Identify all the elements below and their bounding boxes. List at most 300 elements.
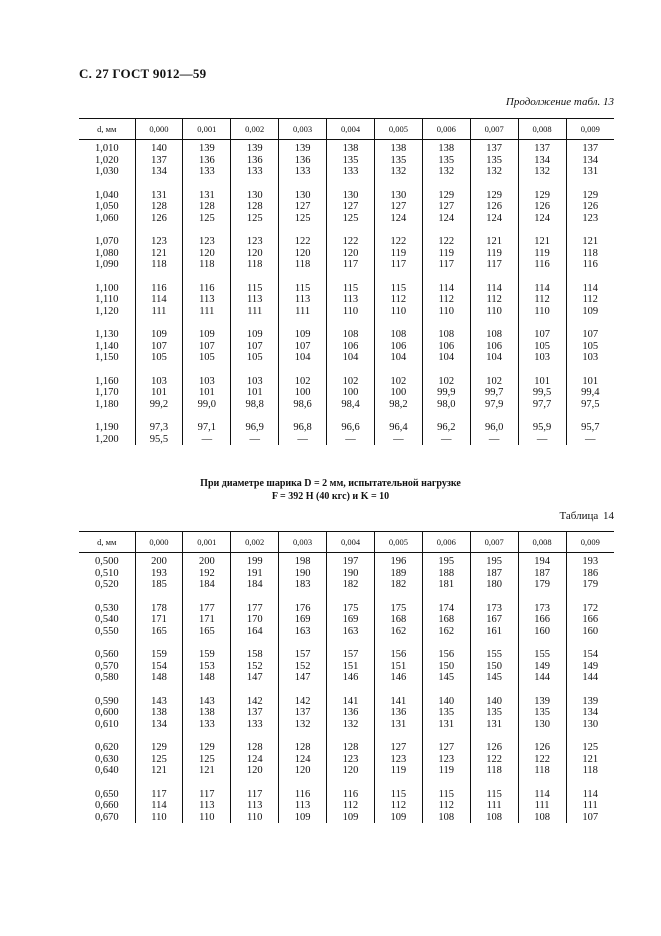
- hardness-cell: 125: [279, 213, 327, 225]
- table-row: [79, 626, 614, 638]
- hardness-cell: 96,8: [279, 410, 327, 434]
- hardness-cell: 159: [135, 637, 183, 661]
- diameter-cell: 0,590: [94, 695, 119, 707]
- table-row: [79, 684, 614, 708]
- hardness-cell: 136: [279, 155, 327, 167]
- hardness-cell: 135: [470, 155, 518, 167]
- hardness-cell: 114: [566, 777, 614, 801]
- hardness-cell: 112: [374, 294, 422, 306]
- hardness-cell: 115: [279, 271, 327, 295]
- table-row: [79, 271, 614, 295]
- hardness-cell: 155: [518, 637, 566, 661]
- column-header: 0,001: [183, 119, 231, 140]
- table-row: [79, 568, 614, 580]
- table-row: [79, 661, 614, 673]
- hardness-cell: 120: [231, 248, 279, 260]
- hardness-cell: 200: [183, 553, 231, 568]
- hardness-cell: 115: [374, 777, 422, 801]
- hardness-cell: 95,5: [135, 434, 183, 446]
- hardness-cell: 102: [374, 364, 422, 388]
- hardness-cell: 144: [566, 672, 614, 684]
- hardness-cell: 154: [135, 661, 183, 673]
- hardness-cell: 174: [422, 591, 470, 615]
- hardness-cell: 109: [135, 317, 183, 341]
- table-row: [79, 765, 614, 777]
- hardness-cell: 146: [374, 672, 422, 684]
- hardness-cell: 132: [422, 166, 470, 178]
- hardness-cell: 118: [470, 765, 518, 777]
- diameter-cell: 1,150: [94, 352, 119, 363]
- column-header: 0,003: [279, 119, 327, 140]
- hardness-cell: 139: [518, 684, 566, 708]
- hardness-cell: 98,0: [422, 399, 470, 411]
- hardness-cell: 130: [327, 178, 375, 202]
- hardness-cell: 126: [470, 730, 518, 754]
- hardness-cell: 135: [422, 155, 470, 167]
- diameter-cell: 1,070: [94, 236, 119, 247]
- hardness-cell: 175: [327, 591, 375, 615]
- hardness-cell: 130: [518, 719, 566, 731]
- hardness-cell: 151: [374, 661, 422, 673]
- diameter-cell: 1,180: [94, 398, 119, 410]
- hardness-cell: 130: [279, 178, 327, 202]
- table-row: [79, 754, 614, 766]
- hardness-cell: 126: [518, 201, 566, 213]
- diameter-cell: 0,550: [94, 625, 119, 637]
- hardness-cell: 97,5: [566, 399, 614, 411]
- hardness-cell: 126: [566, 201, 614, 213]
- hardness-cell: 197: [327, 553, 375, 568]
- hardness-cell: 191: [231, 568, 279, 580]
- hardness-cell: 116: [327, 777, 375, 801]
- hardness-cell: 186: [566, 568, 614, 580]
- hardness-cell: 130: [566, 719, 614, 731]
- hardness-cell: 114: [422, 271, 470, 295]
- hardness-cell: 110: [422, 306, 470, 318]
- diameter-cell: 0,540: [94, 614, 119, 625]
- hardness-cell: 120: [183, 248, 231, 260]
- hardness-cell: 102: [470, 364, 518, 388]
- diameter-cell: 1,130: [94, 329, 119, 340]
- hardness-cell: 196: [374, 553, 422, 568]
- hardness-cell: 95,7: [566, 410, 614, 434]
- hardness-cell: 110: [135, 812, 183, 824]
- hardness-cell: 188: [422, 568, 470, 580]
- hardness-cell: 110: [327, 306, 375, 318]
- table-row: [79, 306, 614, 318]
- hardness-cell: 148: [183, 672, 231, 684]
- hardness-cell: 143: [183, 684, 231, 708]
- column-header: 0,008: [518, 119, 566, 140]
- diameter-cell: 1,170: [94, 387, 119, 398]
- diameter-cell: 0,650: [94, 788, 119, 800]
- hardness-cell: 162: [422, 626, 470, 638]
- hardness-cell: 139: [183, 140, 231, 155]
- hardness-cell: 99,4: [566, 387, 614, 399]
- hardness-cell: 195: [422, 553, 470, 568]
- hardness-cell: 131: [183, 178, 231, 202]
- hardness-cell: 153: [183, 661, 231, 673]
- hardness-cell: 151: [327, 661, 375, 673]
- column-header: 0,002: [231, 532, 279, 553]
- table-row: [79, 178, 614, 202]
- table-row: [79, 224, 614, 248]
- diameter-cell: 1,040: [94, 189, 119, 201]
- hardness-cell: 127: [374, 201, 422, 213]
- hardness-cell: 182: [327, 579, 375, 591]
- hardness-cell: —: [470, 434, 518, 446]
- hardness-cell: 129: [183, 730, 231, 754]
- hardness-cell: 160: [566, 626, 614, 638]
- hardness-cell: 125: [231, 213, 279, 225]
- hardness-cell: 127: [327, 201, 375, 213]
- hardness-cell: 127: [374, 730, 422, 754]
- diameter-cell: 0,600: [94, 707, 119, 718]
- hardness-cell: 131: [470, 719, 518, 731]
- hardness-cell: 130: [374, 178, 422, 202]
- hardness-cell: 139: [231, 140, 279, 155]
- hardness-cell: 127: [422, 730, 470, 754]
- hardness-cell: 118: [566, 248, 614, 260]
- hardness-cell: 127: [279, 201, 327, 213]
- hardness-cell: 119: [422, 248, 470, 260]
- hardness-cell: 104: [327, 352, 375, 364]
- hardness-cell: 199: [231, 553, 279, 568]
- hardness-cell: 128: [183, 201, 231, 213]
- hardness-cell: 117: [422, 259, 470, 271]
- hardness-cell: 106: [374, 341, 422, 353]
- hardness-cell: 134: [135, 719, 183, 731]
- hardness-cell: 116: [279, 777, 327, 801]
- hardness-cell: 109: [327, 812, 375, 824]
- hardness-cell: 114: [518, 271, 566, 295]
- hardness-cell: 111: [279, 306, 327, 318]
- hardness-cell: 125: [135, 754, 183, 766]
- hardness-cell: 129: [470, 178, 518, 202]
- hardness-cell: 106: [470, 341, 518, 353]
- hardness-cell: 121: [566, 224, 614, 248]
- hardness-cell: 116: [183, 271, 231, 295]
- hardness-cell: 180: [470, 579, 518, 591]
- hardness-cell: 100: [279, 387, 327, 399]
- table-header-row: [79, 532, 614, 553]
- hardness-cell: 124: [374, 213, 422, 225]
- hardness-cell: 102: [279, 364, 327, 388]
- hardness-cell: 122: [470, 754, 518, 766]
- table-row: [79, 591, 614, 615]
- hardness-cell: 111: [470, 800, 518, 812]
- hardness-cell: 137: [518, 140, 566, 155]
- column-header: 0,001: [183, 532, 231, 553]
- hardness-table-13: [79, 118, 614, 445]
- hardness-cell: 109: [279, 317, 327, 341]
- hardness-cell: 167: [470, 614, 518, 626]
- table-label: [559, 510, 614, 522]
- hardness-cell: 119: [470, 248, 518, 260]
- hardness-cell: 100: [374, 387, 422, 399]
- hardness-cell: 121: [183, 765, 231, 777]
- hardness-cell: 132: [470, 166, 518, 178]
- hardness-cell: 109: [566, 306, 614, 318]
- hardness-cell: 108: [470, 812, 518, 824]
- hardness-cell: 169: [327, 614, 375, 626]
- hardness-cell: 137: [470, 140, 518, 155]
- hardness-cell: 124: [518, 213, 566, 225]
- hardness-cell: 136: [183, 155, 231, 167]
- hardness-cell: 99,9: [422, 387, 470, 399]
- hardness-cell: 101: [135, 387, 183, 399]
- hardness-cell: 150: [470, 661, 518, 673]
- hardness-cell: 137: [231, 707, 279, 719]
- hardness-cell: 125: [566, 730, 614, 754]
- diameter-cell: 1,120: [94, 305, 119, 317]
- hardness-cell: 119: [422, 765, 470, 777]
- hardness-cell: 110: [518, 306, 566, 318]
- hardness-cell: 108: [470, 317, 518, 341]
- hardness-cell: 135: [470, 707, 518, 719]
- hardness-cell: 113: [183, 294, 231, 306]
- hardness-cell: 104: [279, 352, 327, 364]
- hardness-cell: 133: [231, 719, 279, 731]
- hardness-cell: 116: [518, 259, 566, 271]
- hardness-cell: 127: [422, 201, 470, 213]
- hardness-cell: 138: [374, 140, 422, 155]
- hardness-cell: 156: [374, 637, 422, 661]
- table-row: [79, 140, 614, 155]
- table-row: [79, 166, 614, 178]
- hardness-cell: 110: [183, 812, 231, 824]
- table-label-word: Таблица: [559, 510, 599, 522]
- hardness-cell: 126: [518, 730, 566, 754]
- hardness-cell: 122: [518, 754, 566, 766]
- hardness-cell: 194: [518, 553, 566, 568]
- hardness-cell: 114: [470, 271, 518, 295]
- hardness-cell: 112: [327, 800, 375, 812]
- hardness-cell: 125: [183, 754, 231, 766]
- column-header: 0,008: [518, 532, 566, 553]
- column-header: 0,000: [135, 532, 183, 553]
- column-header-diameter: d, мм: [79, 532, 135, 553]
- hardness-cell: 108: [374, 317, 422, 341]
- hardness-cell: 173: [470, 591, 518, 615]
- table-row: [79, 399, 614, 411]
- hardness-cell: 155: [470, 637, 518, 661]
- table-caption-line-1: При диаметре шарика D = 2 мм, испытательной нагрузке: [200, 478, 461, 489]
- diameter-cell: 0,500: [94, 556, 119, 567]
- hardness-cell: 147: [231, 672, 279, 684]
- column-header: 0,004: [327, 119, 375, 140]
- hardness-cell: 103: [518, 352, 566, 364]
- column-header: 0,006: [422, 532, 470, 553]
- hardness-cell: 166: [566, 614, 614, 626]
- hardness-cell: 146: [327, 672, 375, 684]
- hardness-cell: 132: [279, 719, 327, 731]
- hardness-cell: 112: [422, 294, 470, 306]
- hardness-cell: 131: [566, 166, 614, 178]
- diameter-cell: 1,160: [94, 375, 119, 387]
- hardness-cell: 113: [183, 800, 231, 812]
- table-row: [79, 614, 614, 626]
- hardness-cell: 181: [422, 579, 470, 591]
- diameter-cell: 1,060: [94, 212, 119, 224]
- column-header: 0,007: [470, 119, 518, 140]
- diameter-cell: 0,520: [94, 579, 119, 590]
- hardness-cell: 192: [183, 568, 231, 580]
- hardness-cell: 126: [470, 201, 518, 213]
- hardness-cell: 140: [470, 684, 518, 708]
- hardness-cell: 139: [566, 684, 614, 708]
- diameter-cell: 1,190: [94, 422, 119, 433]
- hardness-cell: 107: [183, 341, 231, 353]
- hardness-cell: 170: [231, 614, 279, 626]
- hardness-cell: 131: [422, 719, 470, 731]
- hardness-cell: 166: [518, 614, 566, 626]
- hardness-cell: 124: [231, 754, 279, 766]
- hardness-cell: 107: [566, 317, 614, 341]
- hardness-cell: 115: [231, 271, 279, 295]
- hardness-cell: 117: [183, 777, 231, 801]
- hardness-cell: 106: [327, 341, 375, 353]
- hardness-cell: 136: [231, 155, 279, 167]
- hardness-cell: 113: [231, 800, 279, 812]
- hardness-cell: 101: [183, 387, 231, 399]
- hardness-cell: 118: [566, 765, 614, 777]
- hardness-cell: 135: [518, 707, 566, 719]
- hardness-cell: 119: [518, 248, 566, 260]
- table-row: [79, 672, 614, 684]
- hardness-cell: 133: [279, 166, 327, 178]
- hardness-cell: 142: [231, 684, 279, 708]
- hardness-cell: 110: [231, 812, 279, 824]
- table-row: [79, 637, 614, 661]
- table-row: [79, 800, 614, 812]
- hardness-cell: 136: [374, 707, 422, 719]
- table-number: 14: [603, 510, 614, 522]
- hardness-cell: 98,6: [279, 399, 327, 411]
- hardness-cell: —: [422, 434, 470, 446]
- hardness-cell: 195: [470, 553, 518, 568]
- table-row: [79, 259, 614, 271]
- table-row: [79, 707, 614, 719]
- hardness-cell: 135: [374, 155, 422, 167]
- hardness-cell: 118: [183, 259, 231, 271]
- table-row: [79, 317, 614, 341]
- hardness-cell: 137: [566, 140, 614, 155]
- hardness-cell: 149: [518, 661, 566, 673]
- hardness-cell: 110: [470, 306, 518, 318]
- hardness-cell: —: [566, 434, 614, 446]
- hardness-cell: 138: [135, 707, 183, 719]
- hardness-cell: 104: [422, 352, 470, 364]
- hardness-cell: 129: [518, 178, 566, 202]
- hardness-cell: 142: [279, 684, 327, 708]
- hardness-cell: 109: [374, 812, 422, 824]
- hardness-cell: 112: [374, 800, 422, 812]
- diameter-cell: 1,110: [95, 294, 119, 305]
- diameter-cell: 1,200: [94, 433, 119, 445]
- table-row: [79, 730, 614, 754]
- hardness-cell: 115: [327, 271, 375, 295]
- diameter-cell: 1,010: [94, 143, 119, 154]
- diameter-cell: 1,100: [94, 282, 119, 294]
- hardness-cell: —: [327, 434, 375, 446]
- hardness-cell: 134: [518, 155, 566, 167]
- hardness-cell: 103: [231, 364, 279, 388]
- hardness-cell: 122: [327, 224, 375, 248]
- diameter-cell: 1,090: [94, 259, 119, 270]
- hardness-cell: 175: [374, 591, 422, 615]
- hardness-cell: —: [374, 434, 422, 446]
- hardness-cell: 107: [231, 341, 279, 353]
- hardness-cell: 156: [422, 637, 470, 661]
- hardness-cell: 118: [279, 259, 327, 271]
- table-row: [79, 201, 614, 213]
- hardness-cell: 124: [279, 754, 327, 766]
- column-header: 0,009: [566, 119, 614, 140]
- diameter-cell: 0,610: [94, 718, 119, 730]
- continuation-note: Продолжение табл. 13: [505, 96, 614, 108]
- hardness-cell: 129: [566, 178, 614, 202]
- table-header-row: [79, 119, 614, 140]
- hardness-cell: 144: [518, 672, 566, 684]
- diameter-cell: 0,640: [94, 765, 119, 776]
- hardness-cell: 131: [135, 178, 183, 202]
- hardness-cell: 117: [231, 777, 279, 801]
- table-row: [79, 155, 614, 167]
- hardness-cell: —: [518, 434, 566, 446]
- hardness-cell: 121: [518, 224, 566, 248]
- table-row: [79, 777, 614, 801]
- hardness-cell: 124: [422, 213, 470, 225]
- hardness-cell: 172: [566, 591, 614, 615]
- hardness-cell: 120: [279, 765, 327, 777]
- hardness-cell: 128: [231, 201, 279, 213]
- hardness-cell: 113: [327, 294, 375, 306]
- hardness-cell: 137: [135, 155, 183, 167]
- hardness-cell: 108: [518, 812, 566, 824]
- hardness-cell: 119: [374, 765, 422, 777]
- hardness-cell: 132: [327, 719, 375, 731]
- hardness-cell: 108: [422, 317, 470, 341]
- hardness-cell: 182: [374, 579, 422, 591]
- hardness-cell: 145: [470, 672, 518, 684]
- diameter-cell: 0,660: [94, 800, 119, 811]
- hardness-cell: 101: [566, 364, 614, 388]
- hardness-cell: 130: [231, 178, 279, 202]
- table-row: [79, 410, 614, 434]
- hardness-cell: 145: [422, 672, 470, 684]
- hardness-cell: 189: [374, 568, 422, 580]
- hardness-cell: 131: [374, 719, 422, 731]
- hardness-cell: 105: [183, 352, 231, 364]
- hardness-cell: 108: [327, 317, 375, 341]
- hardness-cell: 111: [518, 800, 566, 812]
- diameter-cell: 1,020: [94, 154, 119, 166]
- table-caption-line-2: F = 392 Н (40 кгс) и K = 10: [271, 491, 390, 502]
- hardness-cell: 103: [183, 364, 231, 388]
- hardness-cell: 128: [231, 730, 279, 754]
- hardness-cell: 101: [231, 387, 279, 399]
- hardness-cell: 112: [566, 294, 614, 306]
- hardness-cell: 120: [231, 765, 279, 777]
- hardness-cell: 96,6: [327, 410, 375, 434]
- hardness-cell: 179: [518, 579, 566, 591]
- table-row: [79, 579, 614, 591]
- hardness-cell: 128: [279, 730, 327, 754]
- table-row: [79, 352, 614, 364]
- hardness-cell: 177: [231, 591, 279, 615]
- hardness-cell: 107: [518, 317, 566, 341]
